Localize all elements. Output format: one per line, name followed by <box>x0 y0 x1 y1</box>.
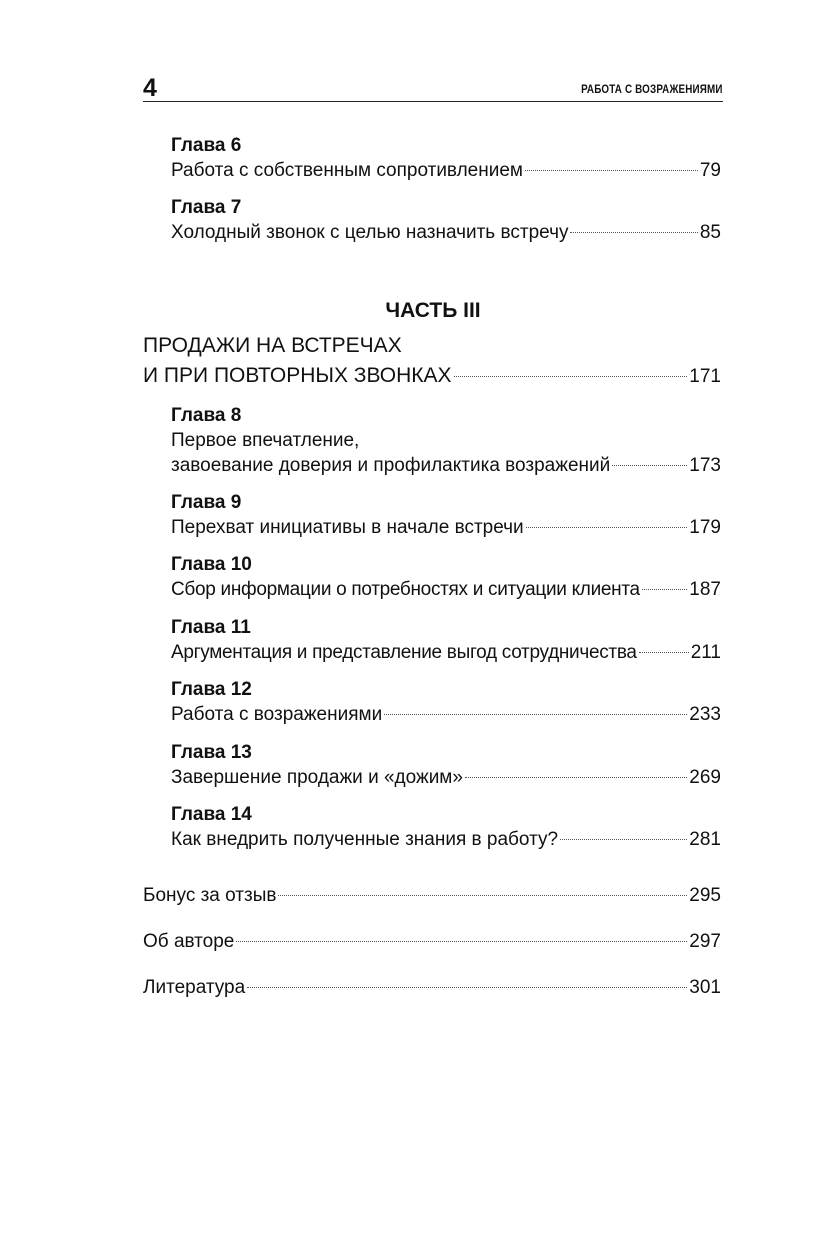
chapter-title: Холодный звонок с целью назначить встречу <box>171 222 569 243</box>
page-ref: 211 <box>690 642 721 663</box>
toc-entry-chapter-11[interactable] <box>171 615 721 665</box>
toc-entry-chapter-13[interactable] <box>171 740 721 790</box>
page-ref: 281 <box>689 829 721 850</box>
header-rule <box>143 101 723 102</box>
dot-leader <box>560 839 687 840</box>
chapter-title: Работа с возражениями <box>171 704 383 725</box>
entry-title: Бонус за отзыв <box>143 885 277 906</box>
toc-entry-chapter-12[interactable] <box>171 677 721 727</box>
page-ref: 85 <box>699 222 721 243</box>
page-ref: 295 <box>689 885 721 906</box>
part-title-line-2: И ПРИ ПОВТОРНЫХ ЗВОНКАХ <box>143 364 452 387</box>
page-number: 4 <box>143 74 157 102</box>
page-ref: 187 <box>689 579 721 600</box>
page-ref: 301 <box>689 977 721 998</box>
toc-line <box>143 361 721 392</box>
toc-entry-chapter-8[interactable] <box>171 403 721 478</box>
chapter-title: Аргументация и представление выгод сотрудничества <box>171 642 637 663</box>
chapter-title: Завершение продажи и «дожим» <box>171 767 463 788</box>
dot-leader <box>384 714 687 715</box>
toc-line <box>171 515 721 540</box>
toc-entry-chapter-14[interactable] <box>171 802 721 852</box>
toc-line <box>171 765 721 790</box>
toc-entry-chapter-6[interactable] <box>171 133 721 183</box>
chapter-title: Перехват инициативы в начале встречи <box>171 517 524 538</box>
page-ref: 179 <box>689 517 721 538</box>
page-ref: 269 <box>689 767 721 788</box>
dot-leader <box>639 652 689 653</box>
entry-title: Литература <box>143 977 246 998</box>
toc-line <box>171 577 721 602</box>
chapter-title: Работа с собственным сопротивлением <box>171 160 523 181</box>
toc-entry-about-author[interactable] <box>143 929 721 954</box>
toc-line <box>171 640 721 665</box>
chapter-label: Глава 10 <box>171 554 252 575</box>
chapter-title: Как внедрить полученные знания в работу? <box>171 829 559 850</box>
dot-leader <box>278 895 687 896</box>
toc-line <box>171 827 721 852</box>
dot-leader <box>570 232 697 233</box>
dot-leader <box>247 987 687 988</box>
toc-line <box>171 453 721 478</box>
page-ref: 171 <box>689 366 721 387</box>
toc-line <box>171 220 721 245</box>
toc-entry-literature[interactable] <box>143 975 721 1000</box>
chapter-title: Сбор информации о потребностях и ситуации клиента <box>171 579 640 600</box>
dot-leader <box>642 589 687 590</box>
chapter-label: Глава 13 <box>171 742 252 763</box>
page-ref: 297 <box>689 931 721 952</box>
part-title-line-1: ПРОДАЖИ НА ВСТРЕЧАХ <box>143 334 402 357</box>
chapter-label: Глава 12 <box>171 679 252 700</box>
chapter-label: Глава 9 <box>171 492 242 513</box>
chapter-title-line-1: Первое впечатление, <box>171 430 360 451</box>
page-ref: 233 <box>689 704 721 725</box>
toc-entry-part-3[interactable] <box>143 331 721 392</box>
chapter-label: Глава 14 <box>171 804 252 825</box>
page-ref: 173 <box>689 455 721 476</box>
dot-leader <box>612 465 687 466</box>
toc-entry-chapter-10[interactable] <box>171 552 721 602</box>
dot-leader <box>465 777 687 778</box>
dot-leader <box>454 376 688 377</box>
page-ref: 79 <box>699 160 721 181</box>
chapter-label: Глава 7 <box>171 197 242 218</box>
toc-line <box>171 158 721 183</box>
chapter-title-line-2: завоевание доверия и профилактика возражений <box>171 455 611 476</box>
dot-leader <box>236 941 687 942</box>
chapter-label: Глава 11 <box>171 617 251 638</box>
dot-leader <box>526 527 688 528</box>
entry-title: Об авторе <box>143 931 235 952</box>
toc-entry-chapter-7[interactable] <box>171 195 721 245</box>
chapter-label: Глава 8 <box>171 405 242 426</box>
dot-leader <box>525 170 698 171</box>
part-heading: ЧАСТЬ III <box>385 299 481 322</box>
running-title: РАБОТА С ВОЗРАЖЕНИЯМИ <box>581 82 723 96</box>
chapter-label: Глава 6 <box>171 135 242 156</box>
toc-line <box>171 702 721 727</box>
toc-entry-bonus[interactable] <box>143 883 721 908</box>
toc-entry-chapter-9[interactable] <box>171 490 721 540</box>
